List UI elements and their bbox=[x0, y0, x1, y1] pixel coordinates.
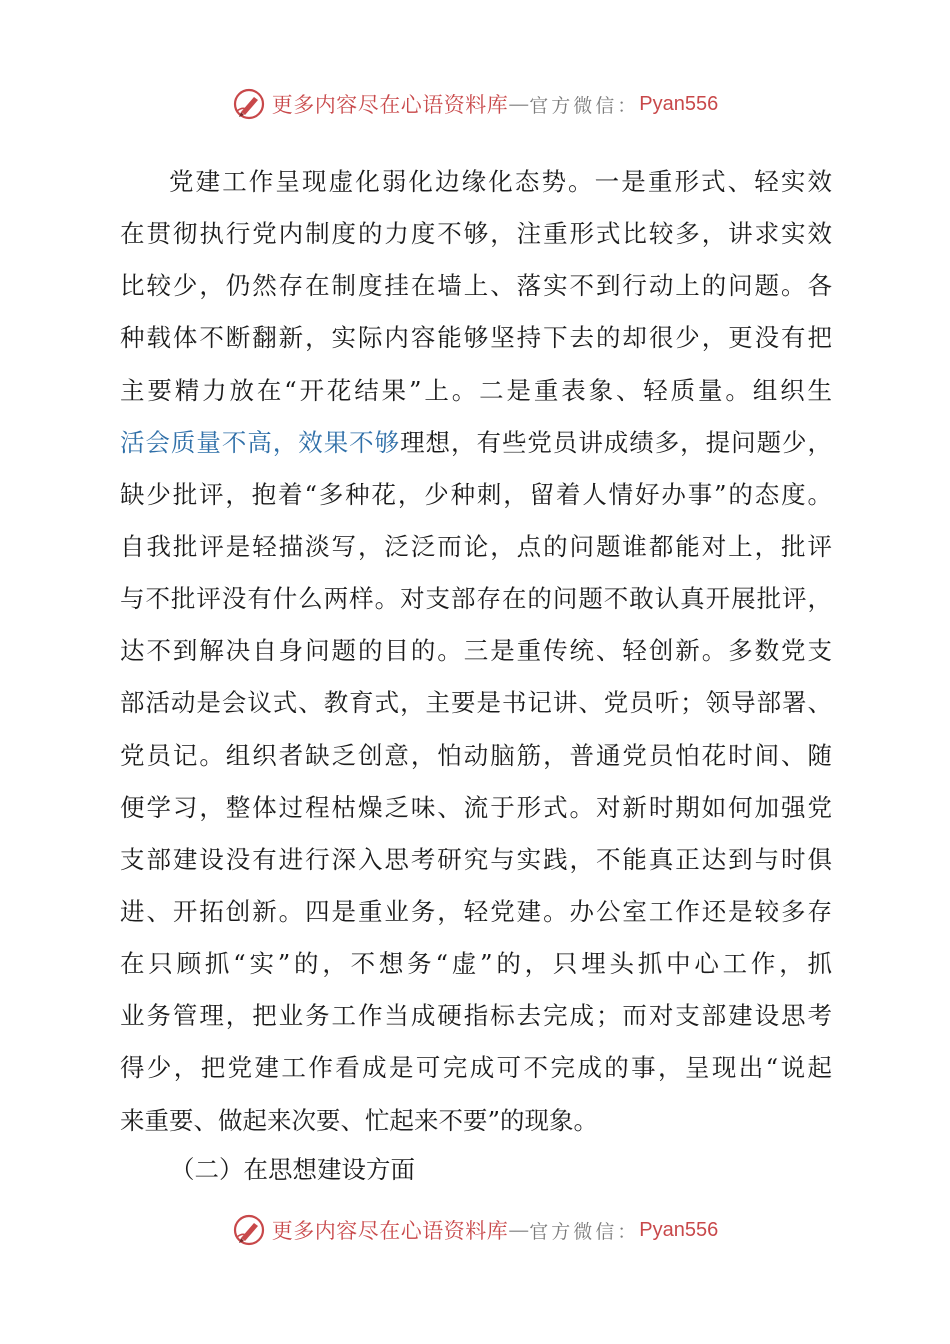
paragraph-line: 部活动是会议式、教育式，主要是书记讲、党员听；领导部署、 bbox=[120, 688, 832, 718]
body-paragraph bbox=[120, 156, 832, 1147]
paragraph-line: 达不到解决自身问题的目的。三是重传统、轻创新。多数党支 bbox=[120, 636, 832, 666]
watermark-dash: — bbox=[508, 1218, 530, 1242]
paragraph-line: 种载体不断翻新，实际内容能够坚持下去的却很少，更没有把 bbox=[120, 323, 832, 353]
watermark-dash: — bbox=[508, 92, 530, 116]
paragraph-line: 与不批评没有什么两样。对支部存在的问题不敢认真开展批评， bbox=[120, 584, 832, 614]
paragraph-line: 在贯彻执行党内制度的力度不够，注重形式比较多，讲求实效 bbox=[120, 219, 832, 249]
section-heading: （二）在思想建设方面 bbox=[170, 1155, 415, 1184]
paragraph-line-rest: 理想，有些党员讲成绩多，提问题少， bbox=[400, 427, 832, 457]
watermark-gray-text: 官方微信： bbox=[529, 94, 640, 117]
watermark-id: Pyan556 bbox=[639, 92, 719, 115]
watermark-header bbox=[0, 84, 950, 124]
paragraph-line: 党建工作呈现虚化弱化边缘化态势。一是重形式、轻实效 bbox=[169, 167, 832, 196]
pen-logo-icon bbox=[232, 1213, 266, 1247]
watermark-red-text: 更多内容尽在心语资料库 bbox=[271, 93, 509, 117]
paragraph-line: 来重要、做起来次要、忙起来不要”的现象。 bbox=[120, 1105, 599, 1135]
paragraph-line: 得少，把党建工作看成是可完成可不完成的事，呈现出“说起 bbox=[120, 1053, 832, 1083]
watermark-footer bbox=[0, 1210, 950, 1250]
paragraph-line: 主要精力放在“开花结果”上。二是重表象、轻质量。组织生 bbox=[120, 375, 832, 405]
paragraph-line: 便学习，整体过程枯燥乏味、流于形式。对新时期如何加强党 bbox=[120, 792, 832, 822]
paragraph-line: 比较少，仍然存在制度挂在墙上、落实不到行动上的问题。各 bbox=[120, 271, 832, 301]
paragraph-line: 进、开拓创新。四是重业务，轻党建。办公室工作还是较多存 bbox=[120, 896, 832, 926]
watermark-gray-text: 官方微信： bbox=[529, 1220, 640, 1243]
paragraph-line: 缺少批评，抱着“多种花，少种刺，留着人情好办事”的态度。 bbox=[120, 479, 832, 509]
highlighted-text: 活会质量不高，效果不够 bbox=[120, 427, 401, 457]
paragraph-line: 业务管理，把业务工作当成硬指标去完成；而对支部建设思考 bbox=[120, 1001, 832, 1031]
paragraph-line: 党员记。组织者缺乏创意，怕动脑筋，普通党员怕花时间、随 bbox=[120, 740, 832, 770]
paragraph-line: 支部建设没有进行深入思考研究与实践，不能真正达到与时俱 bbox=[120, 844, 832, 874]
pen-logo-icon bbox=[232, 87, 266, 121]
watermark-red-text: 更多内容尽在心语资料库 bbox=[271, 1219, 509, 1243]
watermark-id: Pyan556 bbox=[639, 1218, 719, 1241]
paragraph-line-highlight bbox=[120, 417, 832, 469]
paragraph-line: 在只顾抓“实”的，不想务“虚”的，只埋头抓中心工作，抓 bbox=[120, 949, 832, 979]
paragraph-line: 自我批评是轻描淡写，泛泛而论，点的问题谁都能对上，批评 bbox=[120, 531, 832, 561]
